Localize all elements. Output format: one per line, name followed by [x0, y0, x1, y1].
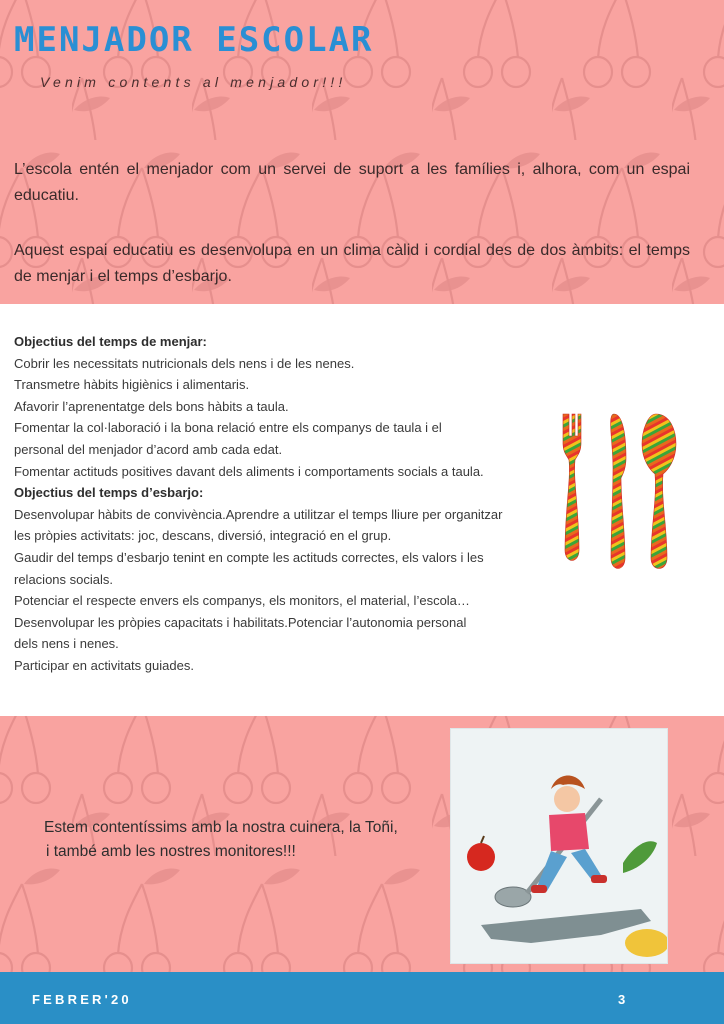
list-item: les pròpies activitats: joc, descans, diversió, integració en el grup.: [14, 528, 392, 544]
footer-label: FEBRER'20: [32, 992, 132, 1007]
list-item: personal del menjador d’acord amb cada edat.: [14, 441, 283, 457]
break-objectives-heading: Objectius del temps d’esbarjo:: [14, 485, 204, 501]
list-item: Desenvolupar hàbits de convivència.Aprendre a utilitzar el temps lliure per organitzar: [14, 506, 503, 522]
list-item: dels nens i nenes.: [14, 636, 119, 652]
page-title: MENJADOR ESCOLAR: [14, 20, 374, 60]
intro-paragraph-1: L’escola entén el menjador com un servei de suport a les famílies i, alhora, com un espai educatiu.: [14, 161, 690, 204]
page-subtitle: Venim contents al menjador!!!: [40, 74, 347, 90]
footer-bar: [0, 972, 724, 1024]
girl-on-spoon-image: [451, 729, 667, 963]
cutlery-illustration: [552, 410, 682, 578]
list-item: Fomentar actituds positives davant dels aliments i comportaments socials a taula.: [14, 463, 484, 479]
list-item: Transmetre hàbits higiènics i alimentaris.: [14, 377, 250, 393]
illustration-photo: [450, 728, 668, 964]
list-item: Afavorir l’aprenentatge dels bons hàbits a taula.: [14, 398, 289, 414]
spoon-icon: [642, 414, 676, 569]
page-number: 3: [618, 992, 626, 1007]
list-item: Cobrir les necessitats nutricionals dels nens i de les nenes.: [14, 355, 355, 371]
objectives-list: [14, 331, 534, 677]
list-item: Fomentar la col·laboració i la bona relació entre els companys de taula i el: [14, 420, 442, 436]
closing-message: [44, 816, 398, 864]
closing-line-1: Estem contentíssims amb la nostra cuinera, la Toñi,: [44, 819, 398, 836]
list-item: Participar en activitats guiades.: [14, 657, 194, 673]
knife-icon: [611, 414, 626, 569]
header-band: [0, 0, 724, 304]
fork-icon: [563, 414, 581, 561]
closing-line-2: i també amb les nostres monitores!!!: [46, 843, 296, 860]
list-item: Gaudir del temps d’esbarjo tenint en compte les actituds correctes, els valors i les: [14, 549, 484, 565]
intro-paragraph-2: Aquest espai educatiu es desenvolupa en un clima càlid i cordial des de dos àmbits: el temps de menjar i el temps d’esbarjo.: [14, 242, 690, 285]
meal-objectives-heading: Objectius del temps de menjar:: [14, 334, 207, 349]
list-item: Desenvolupar les pròpies capacitats i habilitats.Potenciar l’autonomia personal: [14, 614, 467, 630]
list-item: relacions socials.: [14, 571, 113, 587]
list-item: Potenciar el respecte envers els companys, els monitors, el material, l’escola…: [14, 593, 470, 609]
